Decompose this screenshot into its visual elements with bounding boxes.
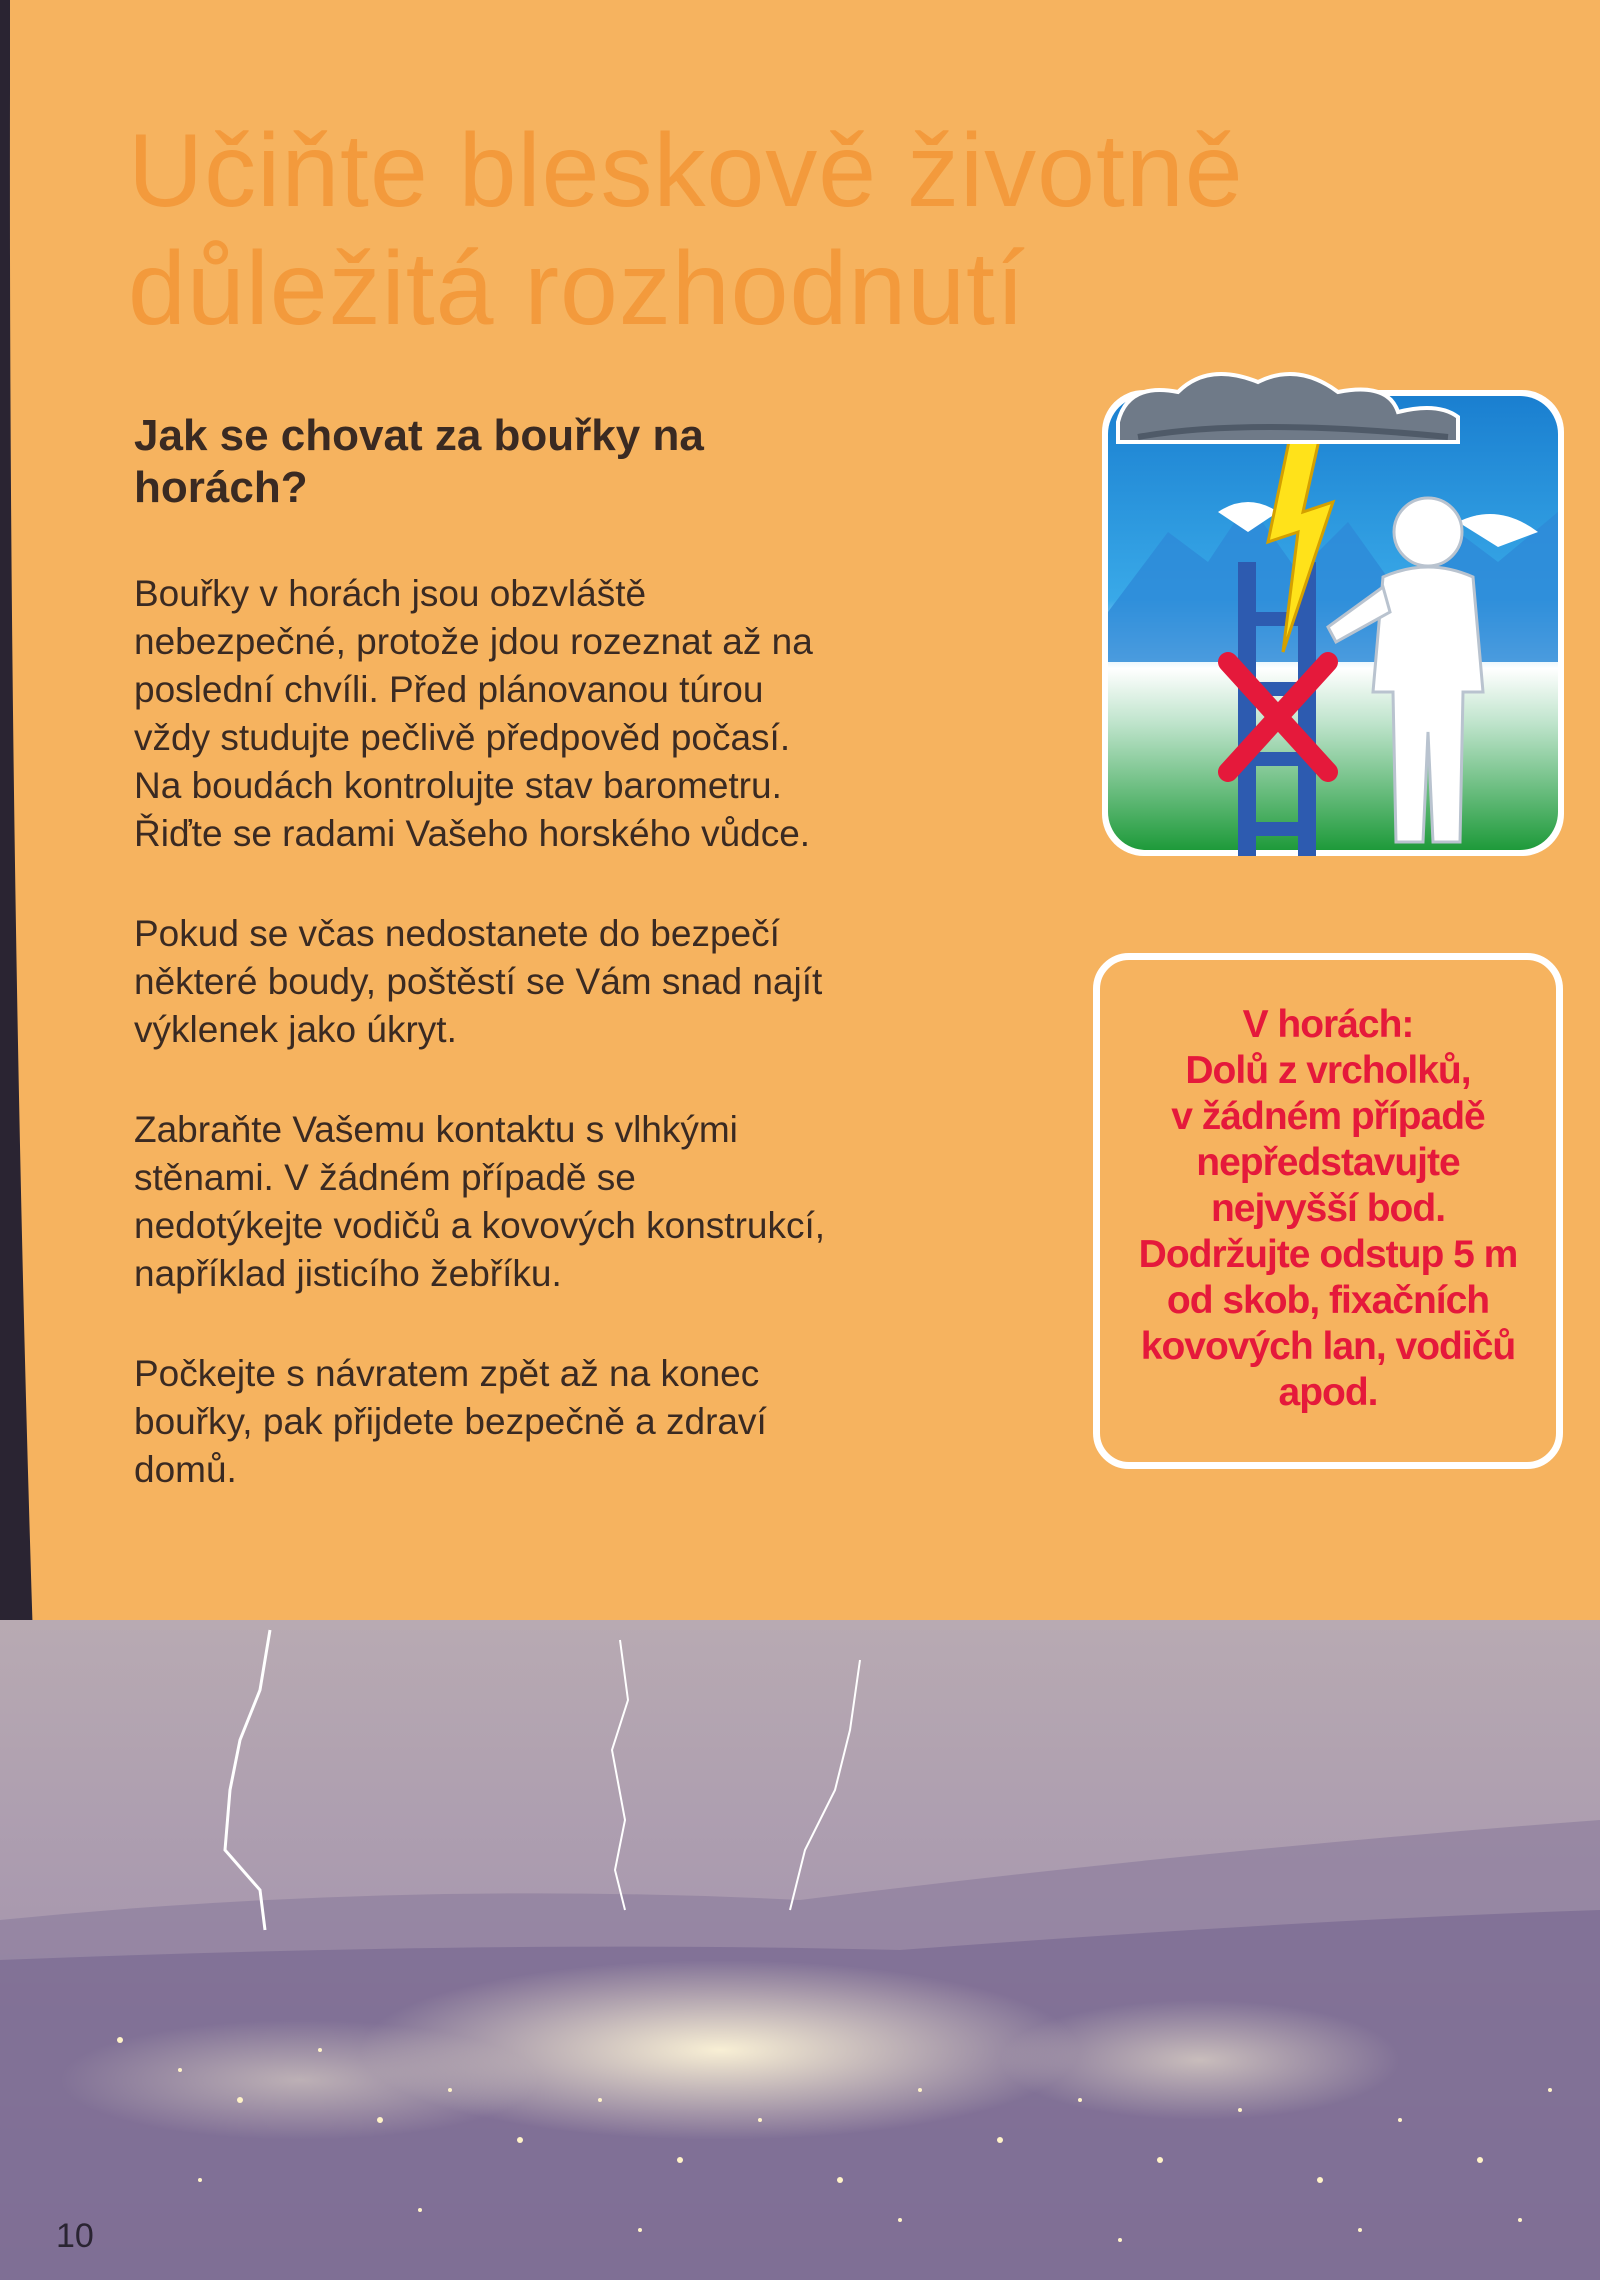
body-text [134, 570, 954, 1546]
paragraph-4: Počkejte s návratem zpět až na konec bouřky, pak přijdete bezpečně a zdraví domů. [134, 1353, 767, 1490]
warning-box [1093, 953, 1563, 1469]
warning-text: V horách: Dolů z vrcholků, v žádném případě nepředstavujte nejvyšší bod. Dodržujte odstup 5 m od skob, fixačních kovových lan, vodičů apod. [1138, 1003, 1518, 1414]
section-heading: Jak se chovat za bouřky na horách? [134, 411, 704, 512]
paragraph-1: Bouřky v horách jsou obzvláště nebezpečné, protože jdou rozeznat až na poslední chvíli. Před plánovanou túrou vždy studujte pečlivě předpověd počasí. Na boudách kontrolujte stav barometru. Řiďte se radami Vašeho horského vůdce. [134, 573, 813, 854]
lightning-over-city-photo [0, 1620, 1600, 2280]
paragraph-3: Zabraňte Vašemu kontaktu s vlhkými stěnami. V žádném případě se nedotýkejte vodičů a kovových konstrukcí, například jisticího žebříku. [134, 1109, 826, 1294]
paragraph-2: Pokud se včas nedostanete do bezpečí některé boudy, poštěstí se Vám snad najít výklenek jako úkryt. [134, 913, 823, 1050]
page-title [128, 112, 1428, 348]
title-line-2: důležitá rozhodnutí [128, 231, 1026, 347]
page-number: 10 [56, 2217, 94, 2255]
lightning-ladder-warning-illustration [1098, 362, 1568, 862]
title-line-1: Učiňte bleskově životně [128, 113, 1244, 229]
